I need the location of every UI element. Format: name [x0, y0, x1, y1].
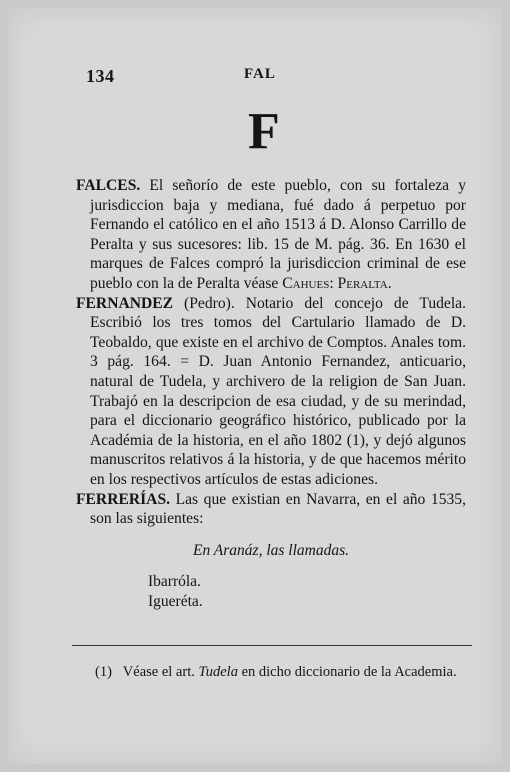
entries-body — [76, 176, 466, 612]
footnote-italic: Tudela — [198, 664, 238, 680]
running-title: FAL — [244, 66, 276, 82]
entry-see-also: Cahues: Peralta. — [282, 274, 392, 292]
footnote-divider — [72, 645, 472, 646]
page-number: 134 — [86, 66, 115, 86]
footnote-text-before: Véase el art. — [122, 664, 199, 680]
list-item: Ibarróla. — [148, 573, 201, 591]
entry-text: (Pedro). Notario del concejo de Tudela. Escribió los tres tomos del Cartulario llamado de D. Teobaldo, que existe en el archivo de Comptos. Anales tom. 3 pág. 164. = D. Juan Antonio Fernandez, anticuario, natural de Tudela, y archivero de la religion de San Juan. Trabajó en la descripcion de esa ciudad, y de su merindad, para el diccionario geográfico histórico, publicado por la Académia de la historia, en el año 1802 (1), y dejó algunos manuscritos relativos á la historia, y de que hacemos mérito en los respectivos artículos de estas adiciones. — [90, 294, 466, 488]
entry-text: Las que existian en Navarra, en el año 1535, son las siguientes: — [90, 490, 466, 528]
list-item: Igueréta. — [148, 593, 203, 611]
entry-fernandez — [76, 294, 466, 490]
footnote — [95, 664, 457, 681]
entry-headword: FALCES. — [76, 177, 141, 194]
entry-falces — [76, 176, 466, 294]
footnote-text-after: en dicho diccionario de la Academia. — [237, 664, 457, 680]
entry-headword: FERNANDEZ — [76, 294, 174, 312]
entry-ferrerias — [76, 490, 466, 529]
running-header — [86, 66, 478, 88]
entry-subheading: En Aranáz, las llamadas. — [192, 541, 350, 559]
entry-text: El señorío de este pueblo, con su fortaleza y jurisdiccion baja y mediana, fué dado á perpetuo por Fernando el católico en el año 1513 á D. Alonso Carrillo de Peralta y sus sucesores: lib. 15 de M. pág. 36. En 1630 el marques de Falces compró la jurisdiccion criminal de ese pueblo con la de Peralta véase — [90, 177, 466, 292]
footnote-marker: (1) — [95, 664, 112, 680]
entry-headword: FERRERÍAS. — [76, 490, 171, 508]
section-letter: F — [248, 103, 280, 160]
